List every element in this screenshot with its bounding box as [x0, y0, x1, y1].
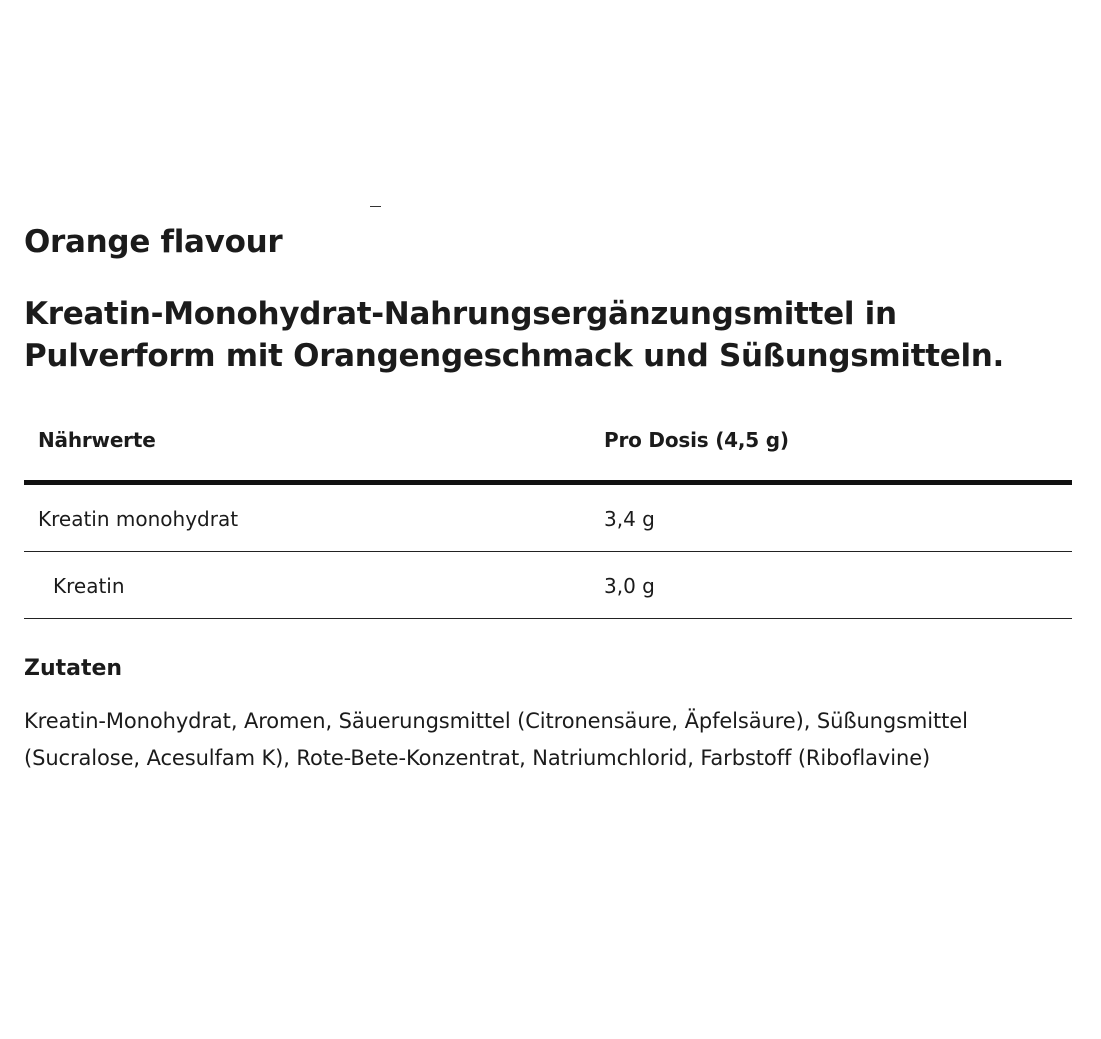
table-row — [24, 485, 1072, 552]
page-title: Orange flavour — [24, 224, 283, 260]
nutrient-name: Kreatin monohydrat — [38, 507, 239, 531]
ingredients-list: Kreatin-Monohydrat, Aromen, Säuerungsmittel (Citronensäure, Äpfelsäure), Süßungsmittel (Sucralose, Acesulfam K), Rote-Bete-Konzentrat, Natriumchlorid, Farbstoff (Riboflavine) — [24, 709, 968, 770]
nutrient-value: 3,0 g — [604, 574, 655, 598]
divider-mark — [370, 206, 381, 207]
nutrient-name: Kreatin — [53, 574, 125, 598]
header-nutrients: Nährwerte — [38, 428, 156, 452]
table-header-row — [24, 408, 1072, 485]
ingredients-heading: Zutaten — [24, 656, 123, 681]
product-description: Kreatin-Monohydrat-Nahrungsergänzungsmittel in Pulverform mit Orangengeschmack und Süßungsmitteln. — [24, 296, 1005, 374]
table-row — [24, 552, 1072, 619]
nutrition-table — [24, 408, 1072, 619]
header-per-dose: Pro Dosis (4,5 g) — [604, 428, 789, 452]
nutrient-value: 3,4 g — [604, 507, 655, 531]
